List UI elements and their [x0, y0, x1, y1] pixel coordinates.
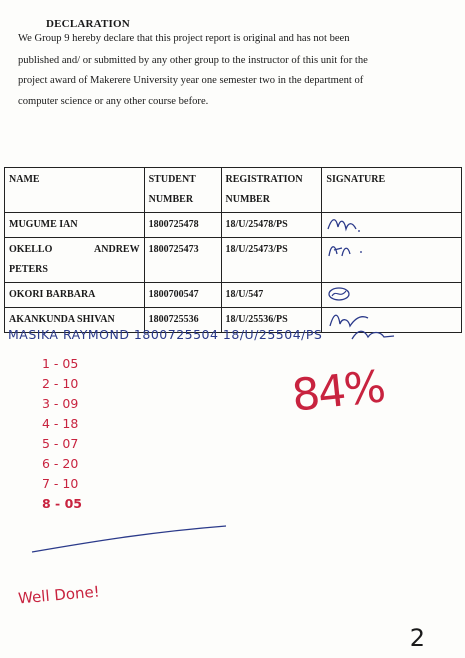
signature-scribble	[326, 215, 366, 235]
mark-item: 3 - 09	[42, 396, 79, 411]
table-header-row	[5, 168, 462, 213]
total-score: 84%	[289, 361, 387, 422]
member-student-number: 1800700547	[144, 283, 221, 308]
header-registration-number: REGISTRATION NUMBER	[221, 168, 322, 213]
declaration-line: project award of Makerere University year one semester two in the department of	[18, 75, 364, 86]
member-student-number: 1800725478	[144, 213, 221, 238]
mark-item: 7 - 10	[42, 476, 79, 491]
handwritten-member-entry: MASIKA RAYMOND 1800725504 18/U/25504/PS	[8, 327, 323, 342]
member-signature	[322, 283, 462, 308]
page-number: 2	[409, 624, 425, 652]
teacher-comment: Well Done!	[17, 582, 101, 608]
member-student-number: 1800725536	[144, 308, 221, 333]
member-signature	[322, 213, 462, 238]
member-student-number: 1800725473	[144, 238, 221, 283]
member-registration: 18/U/25478/PS	[221, 213, 322, 238]
declaration-line: computer science or any other course before.	[18, 96, 209, 107]
header-signature: SIGNATURE	[322, 168, 462, 213]
member-name: MUGUME IAN	[5, 213, 145, 238]
member-registration: 18/U/547	[221, 283, 322, 308]
signature-scribble	[326, 285, 356, 303]
member-name: AKANKUNDA SHIVAN	[5, 308, 145, 333]
member-registration: 18/U/25536/PS	[221, 308, 322, 333]
member-name: OKELLO ANDREW PETERS	[5, 238, 145, 283]
header-student-number: STUDENT NUMBER	[144, 168, 221, 213]
header-name: NAME	[5, 168, 145, 213]
mark-item: 6 - 20	[42, 456, 79, 471]
table-row	[5, 283, 462, 308]
declaration-line: We Group 9 hereby declare that this project report is original and has not been	[18, 33, 350, 44]
handwritten-signature	[350, 325, 398, 347]
mark-item: 1 - 05	[42, 356, 79, 371]
mark-item: 4 - 18	[42, 416, 79, 431]
table-row	[5, 213, 462, 238]
signature-scribble	[326, 240, 370, 262]
member-name: OKORI BARBARA	[5, 283, 145, 308]
mark-item: 8 - 05	[42, 496, 82, 511]
member-registration: 18/U/25473/PS	[221, 238, 322, 283]
table-row	[5, 238, 462, 283]
member-signature	[322, 238, 462, 283]
declaration-heading: DECLARATION	[46, 18, 130, 30]
group-members-table	[4, 167, 462, 333]
mark-item: 5 - 07	[42, 436, 79, 451]
pen-underline	[30, 522, 230, 558]
declaration-line: published and/ or submitted by any other group to the instructor of this unit for the	[18, 55, 368, 66]
mark-item: 2 - 10	[42, 376, 79, 391]
